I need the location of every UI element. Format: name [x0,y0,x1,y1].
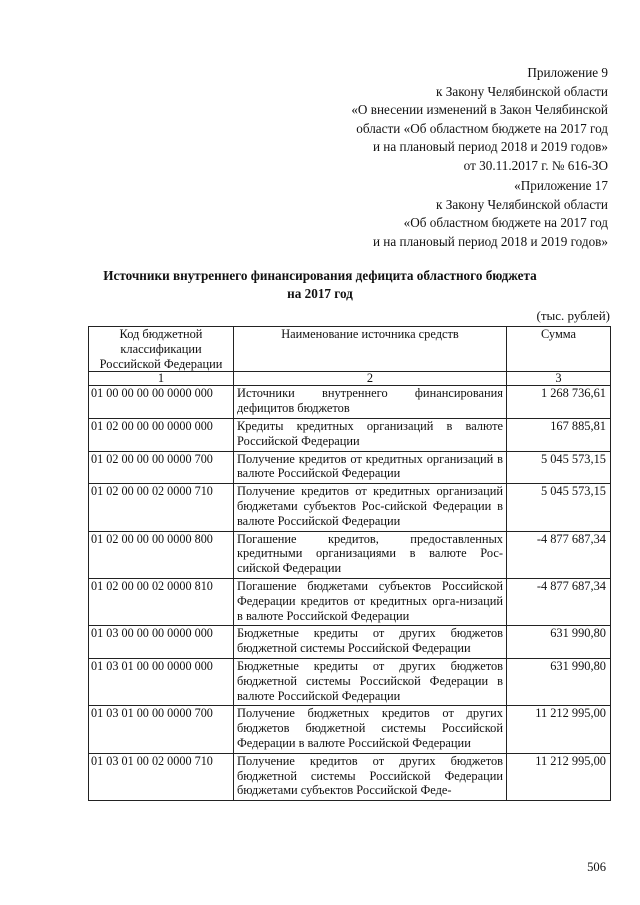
column-number: 1 [89,372,234,386]
code-cell: 01 02 00 00 00 0000 000 [89,418,234,451]
table-row [89,484,611,531]
code-cell: 01 02 00 00 02 0000 810 [89,578,234,625]
sum-cell: 11 212 995,00 [507,706,611,753]
table-row [89,451,611,484]
sum-cell: -4 877 687,34 [507,531,611,578]
original-appendix-header-line: к Закону Челябинской области [436,196,608,212]
appendix-header-line: от 30.11.2017 г. № 616-ЗО [463,157,608,173]
name-cell: Погашение бюджетами субъектов Российской Федерации кредитов от кредитных орга-низаций в валюте Российской Федерации [234,578,507,625]
table-row [89,706,611,753]
units-label: (тыс. рублей) [536,308,610,323]
page-number: 506 [587,860,606,874]
code-cell: 01 03 01 00 00 0000 000 [89,658,234,705]
table-row [89,386,611,419]
name-cell: Получение кредитов от других бюджетов бюджетной системы Российской Федерации бюджетами субъектов Российской Феде- [234,753,507,800]
appendix-header-line: к Закону Челябинской области [436,83,608,99]
table-row [89,531,611,578]
header-name: Наименование источника средств [234,327,507,372]
table-header-row [89,327,611,372]
title-line-1: Источники внутреннего финансирования дефицита областного бюджета [103,268,537,283]
original-appendix-header-line: «Об областном бюджете на 2017 год [403,215,608,231]
appendix-header [351,64,608,176]
sum-cell: 11 212 995,00 [507,753,611,800]
code-cell: 01 02 00 00 00 0000 800 [89,531,234,578]
sum-cell: 631 990,80 [507,658,611,705]
code-cell: 01 02 00 00 00 0000 700 [89,451,234,484]
name-cell: Получение кредитов от кредитных организаций в валюте Российской Федерации [234,451,507,484]
sum-cell: 1 268 736,61 [507,386,611,419]
table-row [89,753,611,800]
code-cell: 01 03 00 00 00 0000 000 [89,626,234,659]
appendix-header-line: «О внесении изменений в Закон Челябинской [351,102,608,118]
code-cell: 01 02 00 00 02 0000 710 [89,484,234,531]
appendix-header-line: Приложение 9 [527,65,608,80]
code-cell: 01 00 00 00 00 0000 000 [89,386,234,419]
name-cell: Кредиты кредитных организаций в валюте Российской Федерации [234,418,507,451]
code-cell: 01 03 01 00 00 0000 700 [89,706,234,753]
sum-cell: 5 045 573,15 [507,451,611,484]
original-appendix-header-line: и на плановый период 2018 и 2019 годов» [372,233,608,249]
sum-cell: 167 885,81 [507,418,611,451]
title-line-2: на 2017 год [287,286,353,301]
name-cell: Получение кредитов от кредитных организаций бюджетами субъектов Рос-сийской Федерации в валюте Российской Федерации [234,484,507,531]
name-cell: Погашение кредитов, предоставленных кредитными организациями в валюте Рос-сийской Федерации [234,531,507,578]
table-row [89,626,611,659]
document-title [0,267,640,303]
sum-cell: 631 990,80 [507,626,611,659]
name-cell: Источники внутреннего финансирования дефицитов бюджетов [234,386,507,419]
sum-cell: 5 045 573,15 [507,484,611,531]
sum-cell: -4 877 687,34 [507,578,611,625]
column-number: 3 [507,372,611,386]
table-row [89,418,611,451]
original-appendix-header [373,177,608,251]
original-appendix-header-line: «Приложение 17 [514,178,608,193]
code-cell: 01 03 01 00 02 0000 710 [89,753,234,800]
table-row [89,578,611,625]
appendix-header-line: области «Об областном бюджете на 2017 год [356,120,608,136]
header-sum: Сумма [507,327,611,372]
financing-sources-table [88,326,611,801]
name-cell: Бюджетные кредиты от других бюджетов бюджетной системы Российской Федерации в валюте Российской Федерации [234,658,507,705]
name-cell: Получение бюджетных кредитов от других бюджетов бюджетной системы Российской Федерации в валюте Российской Федерации [234,706,507,753]
appendix-header-line: и на плановый период 2018 и 2019 годов» [372,139,608,155]
header-code: Код бюджетной классификации Российской Федерации [89,327,234,372]
name-cell: Бюджетные кредиты от других бюджетов бюджетной системы Российской Федерации [234,626,507,659]
column-number: 2 [234,372,507,386]
table-row [89,658,611,705]
column-number-row [89,372,611,386]
